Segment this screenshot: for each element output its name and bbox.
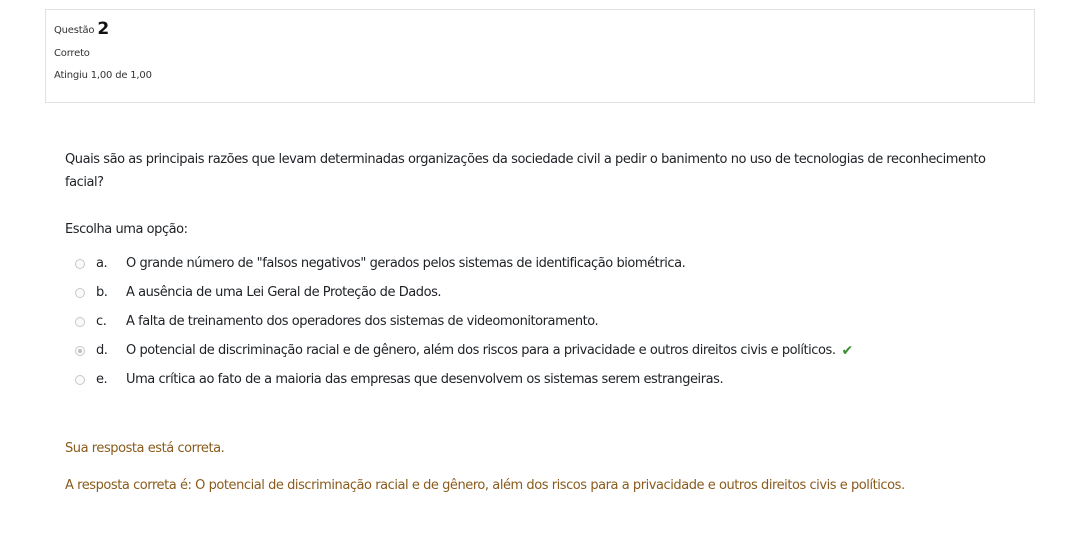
answer-options <box>75 249 853 394</box>
feedback-status: Sua resposta está correta. <box>65 441 225 456</box>
question-info-box <box>45 9 1035 103</box>
answer-prompt: Escolha uma opção: <box>65 222 188 237</box>
question-grade: Atingiu 1,00 de 1,00 <box>54 70 152 81</box>
question-text: Quais são as principais razões que levam determinadas organizações da sociedade civil a pedir o banimento no uso de tecnologias de reconhecimento facial? <box>65 152 986 190</box>
option-text: A falta de treinamento dos operadores dos sistemas de videomonitoramento. <box>126 314 599 329</box>
right-answer: A resposta correta é: O potencial de discriminação racial e de gênero, além dos riscos para a privacidade e outros direitos civis e políticos. <box>65 478 905 493</box>
radio-c[interactable] <box>75 317 85 327</box>
radio-e[interactable] <box>75 375 85 385</box>
option-c[interactable] <box>75 307 853 336</box>
check-icon: ✔ <box>841 342 853 359</box>
radio-d[interactable] <box>75 346 85 356</box>
option-text: O potencial de discriminação racial e de gênero, além dos riscos para a privacidade e outros direitos civis e políticos. <box>126 343 836 358</box>
question-state: Correto <box>54 48 90 59</box>
option-letter: e. <box>96 372 108 387</box>
question-header <box>54 18 1034 39</box>
option-text: A ausência de uma Lei Geral de Proteção de Dados. <box>126 285 442 300</box>
option-letter: c. <box>96 314 107 329</box>
option-letter: a. <box>96 256 108 271</box>
option-text: O grande número de "falsos negativos" gerados pelos sistemas de identificação biométrica. <box>126 256 686 271</box>
option-b[interactable] <box>75 278 853 307</box>
option-text: Uma crítica ao fato de a maioria das empresas que desenvolvem os sistemas serem estrangeiras. <box>126 372 724 387</box>
question-number: 2 <box>97 19 110 39</box>
option-d[interactable] <box>75 336 853 365</box>
option-e[interactable] <box>75 365 853 394</box>
option-a[interactable] <box>75 249 853 278</box>
question-label: Questão <box>54 25 95 36</box>
option-letter: b. <box>96 285 108 300</box>
radio-a[interactable] <box>75 259 85 269</box>
radio-b[interactable] <box>75 288 85 298</box>
option-letter: d. <box>96 343 108 358</box>
